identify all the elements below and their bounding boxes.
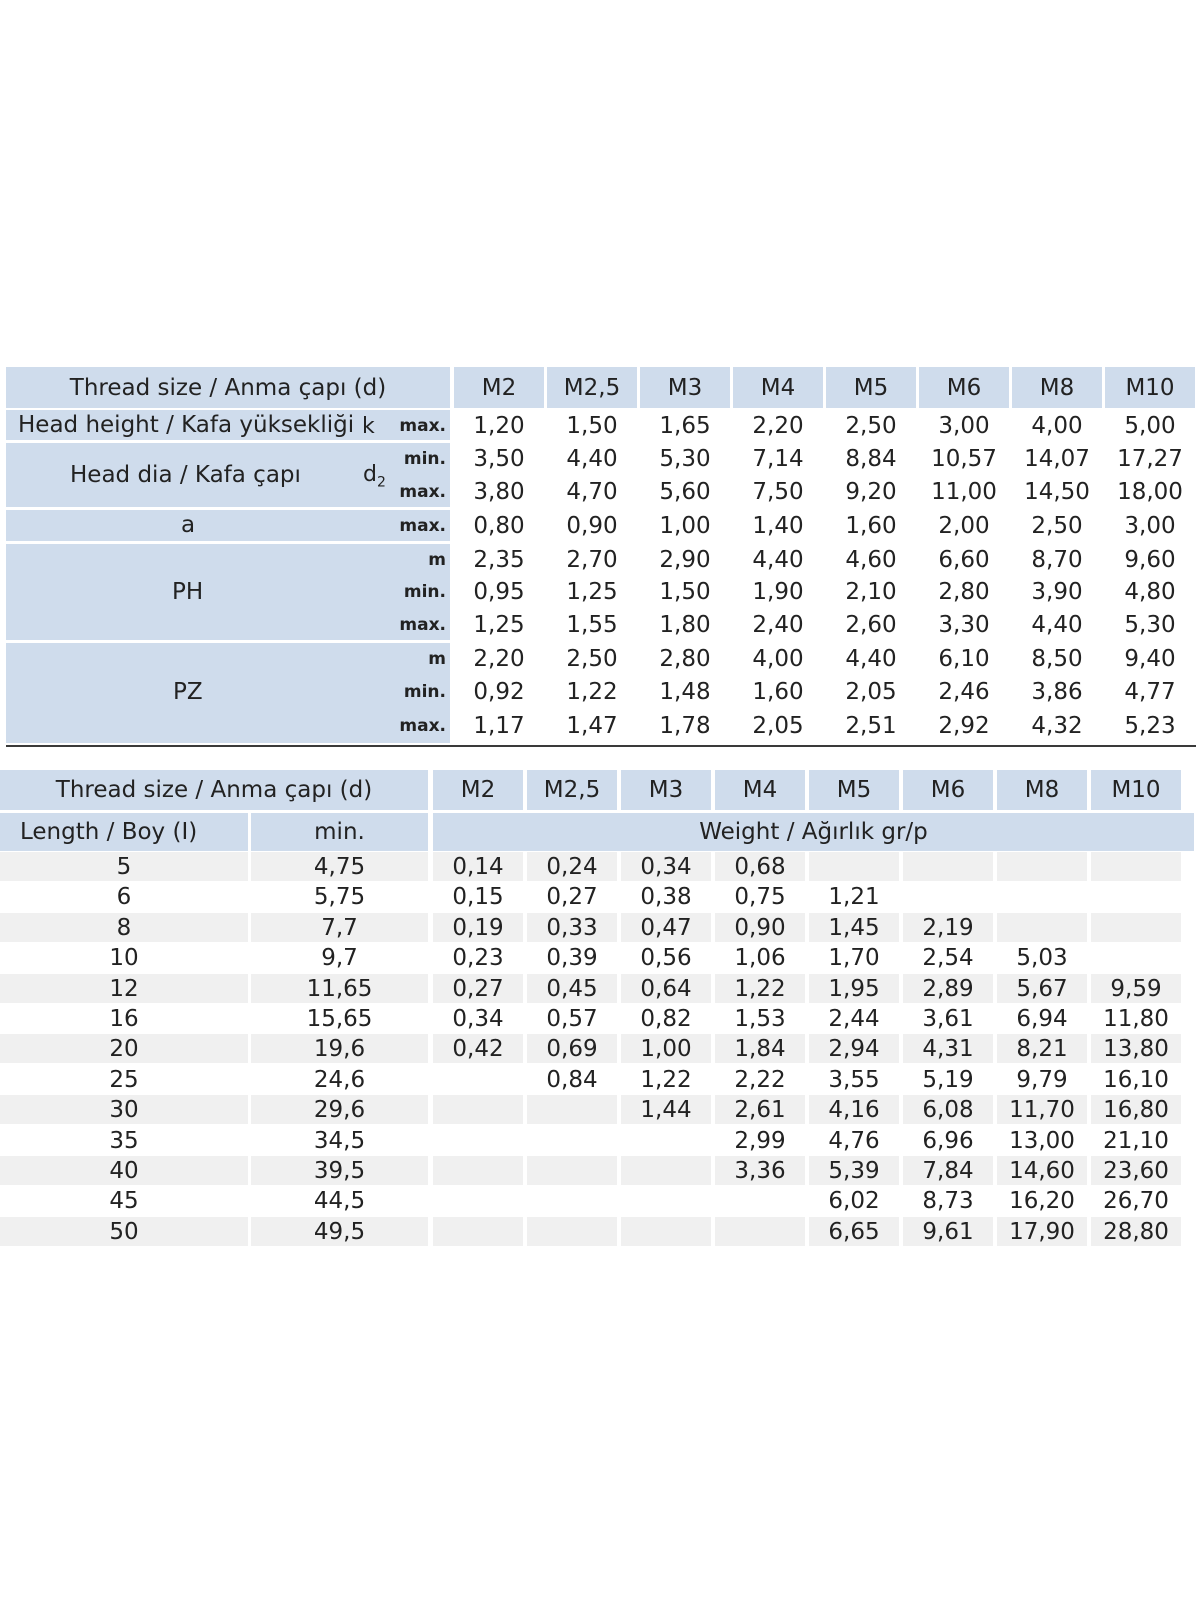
- weight-value: [527, 1186, 617, 1215]
- head-height-symbol: k: [362, 414, 375, 439]
- size-header: M2,5: [527, 770, 617, 810]
- dimension-value: 7,50: [752, 479, 804, 505]
- dimension-value: 5,30: [1124, 612, 1176, 638]
- weight-value: [621, 1156, 711, 1185]
- min-value: 39,5: [251, 1156, 428, 1185]
- dimension-value: 10,57: [931, 446, 997, 472]
- min-value: 4,75: [251, 852, 428, 881]
- min-value: 49,5: [251, 1217, 428, 1246]
- weight-value: 11,80: [1091, 1004, 1181, 1033]
- weight-value: 0,19: [433, 913, 523, 942]
- length-value: 10: [0, 943, 248, 972]
- weight-value: 11,70: [997, 1095, 1087, 1124]
- weight-value: [1091, 882, 1181, 911]
- min-value: 19,6: [251, 1034, 428, 1063]
- weight-value: [621, 1186, 711, 1215]
- weight-value: [527, 1126, 617, 1155]
- dimension-value: 2,50: [566, 646, 618, 672]
- unit-label: max.: [399, 615, 446, 635]
- dimension-value: 4,32: [1031, 713, 1083, 739]
- length-value: 30: [0, 1095, 248, 1124]
- table-row: [0, 882, 1200, 911]
- unit-label: max.: [399, 482, 446, 502]
- weight-value: 3,61: [903, 1004, 993, 1033]
- weight-value: [433, 1156, 523, 1185]
- length-value: 40: [0, 1156, 248, 1185]
- weight-value: 4,16: [809, 1095, 899, 1124]
- dimension-value: 2,70: [566, 547, 618, 573]
- weight-value: 0,33: [527, 913, 617, 942]
- dimension-value: 2,80: [938, 579, 990, 605]
- dimension-value: 2,05: [752, 713, 804, 739]
- dimension-value: 1,60: [752, 679, 804, 705]
- table1-bottom-rule: [6, 745, 1196, 747]
- table-row: [0, 943, 1200, 972]
- table-row: [0, 852, 1200, 881]
- dimension-value: 0,95: [473, 579, 525, 605]
- weight-value: 0,69: [527, 1034, 617, 1063]
- length-value: 35: [0, 1126, 248, 1155]
- weight-value: 0,68: [715, 852, 805, 881]
- dimension-value: 14,07: [1024, 446, 1090, 472]
- weight-value: 17,90: [997, 1217, 1087, 1246]
- length-value: 25: [0, 1065, 248, 1094]
- size-header: M10: [1105, 367, 1195, 408]
- weight-value: 2,22: [715, 1065, 805, 1094]
- weight-value: [715, 1186, 805, 1215]
- weight-value: 0,34: [433, 1004, 523, 1033]
- dimension-value: 1,65: [659, 413, 711, 439]
- weight-value: 16,80: [1091, 1095, 1181, 1124]
- weight-value: 26,70: [1091, 1186, 1181, 1215]
- a-label: a: [181, 512, 196, 538]
- dimension-value: 3,30: [938, 612, 990, 638]
- table-row: [0, 974, 1200, 1003]
- length-value: 20: [0, 1034, 248, 1063]
- dimension-value: 2,20: [752, 413, 804, 439]
- weight-value: 0,84: [527, 1065, 617, 1094]
- dimension-value: 1,17: [473, 713, 525, 739]
- min-value: 9,7: [251, 943, 428, 972]
- dimension-value: 1,55: [566, 612, 618, 638]
- length-value: 6: [0, 882, 248, 911]
- dimension-value: 1,80: [659, 612, 711, 638]
- weight-value: 0,27: [527, 882, 617, 911]
- unit-label: max.: [399, 516, 446, 536]
- dimension-value: 3,00: [1124, 513, 1176, 539]
- weight-value: 6,08: [903, 1095, 993, 1124]
- dimension-value: 2,20: [473, 646, 525, 672]
- min-value: 11,65: [251, 974, 428, 1003]
- dimension-value: 1,60: [845, 513, 897, 539]
- weight-value: 0,15: [433, 882, 523, 911]
- dimension-value: 3,00: [938, 413, 990, 439]
- unit-label: max.: [399, 716, 446, 736]
- thread-size-header: Thread size / Anma çapı (d): [6, 367, 450, 408]
- unit-label: m: [428, 550, 446, 570]
- min-value: 44,5: [251, 1186, 428, 1215]
- dimension-value: 6,60: [938, 547, 990, 573]
- weight-value: 0,56: [621, 943, 711, 972]
- weight-value: 8,73: [903, 1186, 993, 1215]
- weight-value: [997, 913, 1087, 942]
- length-value: 5: [0, 852, 248, 881]
- weight-value: 0,75: [715, 882, 805, 911]
- weight-value: [621, 1126, 711, 1155]
- length-value: 16: [0, 1004, 248, 1033]
- weight-value: [433, 1095, 523, 1124]
- weight-value: 5,03: [997, 943, 1087, 972]
- dimension-value: 3,80: [473, 479, 525, 505]
- weight-value: [433, 1217, 523, 1246]
- min-value: 34,5: [251, 1126, 428, 1155]
- dimension-value: 1,48: [659, 679, 711, 705]
- weight-value: 16,10: [1091, 1065, 1181, 1094]
- weight-value: 6,02: [809, 1186, 899, 1215]
- weight-value: 1,44: [621, 1095, 711, 1124]
- min-value: 24,6: [251, 1065, 428, 1094]
- weight-value: [715, 1217, 805, 1246]
- dimension-value: 2,35: [473, 547, 525, 573]
- dimension-value: 2,80: [659, 646, 711, 672]
- dimension-value: 4,60: [845, 547, 897, 573]
- weight-value: 13,00: [997, 1126, 1087, 1155]
- dimension-value: 9,60: [1124, 547, 1176, 573]
- weight-value: 0,64: [621, 974, 711, 1003]
- weight-value: 3,55: [809, 1065, 899, 1094]
- dimension-value: 1,00: [659, 513, 711, 539]
- weight-value: 3,36: [715, 1156, 805, 1185]
- weight-value: 0,38: [621, 882, 711, 911]
- weight-value: 1,84: [715, 1034, 805, 1063]
- weight-value: [809, 852, 899, 881]
- weight-value: 5,67: [997, 974, 1087, 1003]
- dimension-value: 2,40: [752, 612, 804, 638]
- dimension-value: 9,20: [845, 479, 897, 505]
- dimension-value: 2,10: [845, 579, 897, 605]
- dimension-value: 1,25: [566, 579, 618, 605]
- weight-value: [621, 1217, 711, 1246]
- weight-value: [433, 1186, 523, 1215]
- weight-value: 13,80: [1091, 1034, 1181, 1063]
- size-header: M4: [733, 367, 823, 408]
- weight-value: 21,10: [1091, 1126, 1181, 1155]
- weight-value: 1,53: [715, 1004, 805, 1033]
- weight-value: 6,65: [809, 1217, 899, 1246]
- size-header: M2: [433, 770, 523, 810]
- weight-value: 8,21: [997, 1034, 1087, 1063]
- unit-label: max.: [399, 416, 446, 436]
- length-value: 8: [0, 913, 248, 942]
- dimension-value: 1,90: [752, 579, 804, 605]
- dimension-value: 4,40: [752, 547, 804, 573]
- dimension-value: 0,80: [473, 513, 525, 539]
- weight-header: Weight / Ağırlık gr/p: [433, 813, 1194, 851]
- ph-label: PH: [172, 579, 204, 605]
- unit-label: min.: [403, 582, 446, 602]
- dimension-value: 1,22: [566, 679, 618, 705]
- dimension-value: 2,50: [1031, 513, 1083, 539]
- weight-value: 16,20: [997, 1186, 1087, 1215]
- dimension-value: 4,40: [566, 446, 618, 472]
- dimension-value: 4,40: [845, 646, 897, 672]
- weight-value: [1091, 943, 1181, 972]
- weight-value: 4,31: [903, 1034, 993, 1063]
- weight-value: 2,89: [903, 974, 993, 1003]
- weight-value: 2,54: [903, 943, 993, 972]
- weight-value: 6,94: [997, 1004, 1087, 1033]
- dimension-value: 14,50: [1024, 479, 1090, 505]
- weight-value: 0,27: [433, 974, 523, 1003]
- dimension-value: 7,14: [752, 446, 804, 472]
- weight-value: [527, 1095, 617, 1124]
- weight-value: 0,42: [433, 1034, 523, 1063]
- weight-value: 9,61: [903, 1217, 993, 1246]
- weight-value: 7,84: [903, 1156, 993, 1185]
- dimension-value: 5,23: [1124, 713, 1176, 739]
- dimension-value: 0,90: [566, 513, 618, 539]
- dimension-value: 2,92: [938, 713, 990, 739]
- dimension-value: 2,60: [845, 612, 897, 638]
- length-value: 45: [0, 1186, 248, 1215]
- unit-label: m: [428, 649, 446, 669]
- dimension-value: 2,05: [845, 679, 897, 705]
- dimension-value: 3,86: [1031, 679, 1083, 705]
- dimension-value: 2,90: [659, 547, 711, 573]
- dimension-value: 4,80: [1124, 579, 1176, 605]
- table-row: [0, 913, 1200, 942]
- table-row: [0, 1156, 1200, 1185]
- weight-value: 28,80: [1091, 1217, 1181, 1246]
- weight-value: [527, 1217, 617, 1246]
- weight-value: [1091, 852, 1181, 881]
- thread-size-header-2: Thread size / Anma çapı (d): [0, 770, 428, 810]
- weight-value: 2,61: [715, 1095, 805, 1124]
- dimension-value: 2,51: [845, 713, 897, 739]
- size-header: M5: [826, 367, 916, 408]
- table-row: [0, 1217, 1200, 1246]
- dimension-value: 8,70: [1031, 547, 1083, 573]
- size-header: M6: [919, 367, 1009, 408]
- dimension-value: 1,40: [752, 513, 804, 539]
- dimension-value: 2,00: [938, 513, 990, 539]
- size-header: M2,5: [547, 367, 637, 408]
- weight-value: [1091, 913, 1181, 942]
- weight-value: 4,76: [809, 1126, 899, 1155]
- weight-value: 1,22: [621, 1065, 711, 1094]
- dimension-value: 9,40: [1124, 646, 1176, 672]
- weight-value: [997, 852, 1087, 881]
- weight-value: 0,39: [527, 943, 617, 972]
- weight-value: [433, 1126, 523, 1155]
- weight-value: 1,22: [715, 974, 805, 1003]
- weight-value: 1,21: [809, 882, 899, 911]
- weight-value: 0,14: [433, 852, 523, 881]
- dimension-value: 4,00: [752, 646, 804, 672]
- size-header: M2: [454, 367, 544, 408]
- table-row: [0, 1065, 1200, 1094]
- length-value: 50: [0, 1217, 248, 1246]
- size-header: M8: [1012, 367, 1102, 408]
- length-header: Length / Boy (I): [0, 813, 248, 851]
- table-row: [0, 1034, 1200, 1063]
- weight-value: [903, 882, 993, 911]
- dimension-value: 4,00: [1031, 413, 1083, 439]
- weight-value: 0,24: [527, 852, 617, 881]
- weight-value: [997, 882, 1087, 911]
- dimension-value: 2,46: [938, 679, 990, 705]
- dimension-value: 5,00: [1124, 413, 1176, 439]
- dimension-value: 6,10: [938, 646, 990, 672]
- table-row: [0, 1126, 1200, 1155]
- weight-value: 6,96: [903, 1126, 993, 1155]
- dimension-value: 5,30: [659, 446, 711, 472]
- dimension-value: 1,47: [566, 713, 618, 739]
- weight-value: 2,44: [809, 1004, 899, 1033]
- min-value: 7,7: [251, 913, 428, 942]
- weight-value: 0,57: [527, 1004, 617, 1033]
- weight-value: 1,45: [809, 913, 899, 942]
- head-dia-label: Head dia / Kafa çapı: [70, 462, 301, 488]
- weight-value: 9,79: [997, 1065, 1087, 1094]
- dimension-value: 8,84: [845, 446, 897, 472]
- dimension-value: 3,50: [473, 446, 525, 472]
- dimension-value: 5,60: [659, 479, 711, 505]
- dimension-value: 17,27: [1117, 446, 1183, 472]
- weight-value: 1,06: [715, 943, 805, 972]
- min-value: 29,6: [251, 1095, 428, 1124]
- weight-value: 2,99: [715, 1126, 805, 1155]
- dimension-value: 18,00: [1117, 479, 1183, 505]
- weight-value: 9,59: [1091, 974, 1181, 1003]
- weight-value: 0,82: [621, 1004, 711, 1033]
- weight-value: 0,90: [715, 913, 805, 942]
- weight-value: 0,34: [621, 852, 711, 881]
- size-header: M8: [997, 770, 1087, 810]
- weight-value: 23,60: [1091, 1156, 1181, 1185]
- size-header: M4: [715, 770, 805, 810]
- head-height-label: Head height / Kafa yüksekliği: [18, 412, 355, 438]
- dimension-value: 1,78: [659, 713, 711, 739]
- table-row: [0, 1095, 1200, 1124]
- weight-value: 0,47: [621, 913, 711, 942]
- table-row: [0, 1186, 1200, 1215]
- weight-value: [433, 1065, 523, 1094]
- table-row: [0, 1004, 1200, 1033]
- size-header: M3: [640, 367, 730, 408]
- weight-value: [527, 1156, 617, 1185]
- weight-value: 2,19: [903, 913, 993, 942]
- min-header: min.: [251, 813, 428, 851]
- weight-value: 1,95: [809, 974, 899, 1003]
- dimension-value: 11,00: [931, 479, 997, 505]
- unit-label: min.: [403, 682, 446, 702]
- dimension-value: 4,70: [566, 479, 618, 505]
- weight-value: 2,94: [809, 1034, 899, 1063]
- size-header: M6: [903, 770, 993, 810]
- size-header: M3: [621, 770, 711, 810]
- dimension-value: 3,90: [1031, 579, 1083, 605]
- head-dia-symbol: $d_2$: [363, 462, 386, 491]
- dimension-value: 1,50: [566, 413, 618, 439]
- weight-value: 1,70: [809, 943, 899, 972]
- weight-value: 5,19: [903, 1065, 993, 1094]
- pz-label: PZ: [173, 679, 203, 705]
- weight-value: 0,23: [433, 943, 523, 972]
- dimension-value: 1,20: [473, 413, 525, 439]
- unit-label: min.: [403, 449, 446, 469]
- weight-value: 14,60: [997, 1156, 1087, 1185]
- weight-value: [903, 852, 993, 881]
- weight-value: 1,00: [621, 1034, 711, 1063]
- size-header: M5: [809, 770, 899, 810]
- min-value: 5,75: [251, 882, 428, 911]
- size-header: M10: [1091, 770, 1181, 810]
- dimension-value: 2,50: [845, 413, 897, 439]
- dimension-value: 1,50: [659, 579, 711, 605]
- length-value: 12: [0, 974, 248, 1003]
- dimension-value: 4,40: [1031, 612, 1083, 638]
- dimension-value: 1,25: [473, 612, 525, 638]
- dimension-value: 0,92: [473, 679, 525, 705]
- dimension-value: 8,50: [1031, 646, 1083, 672]
- weight-value: 0,45: [527, 974, 617, 1003]
- min-value: 15,65: [251, 1004, 428, 1033]
- weight-value: 5,39: [809, 1156, 899, 1185]
- dimension-value: 4,77: [1124, 679, 1176, 705]
